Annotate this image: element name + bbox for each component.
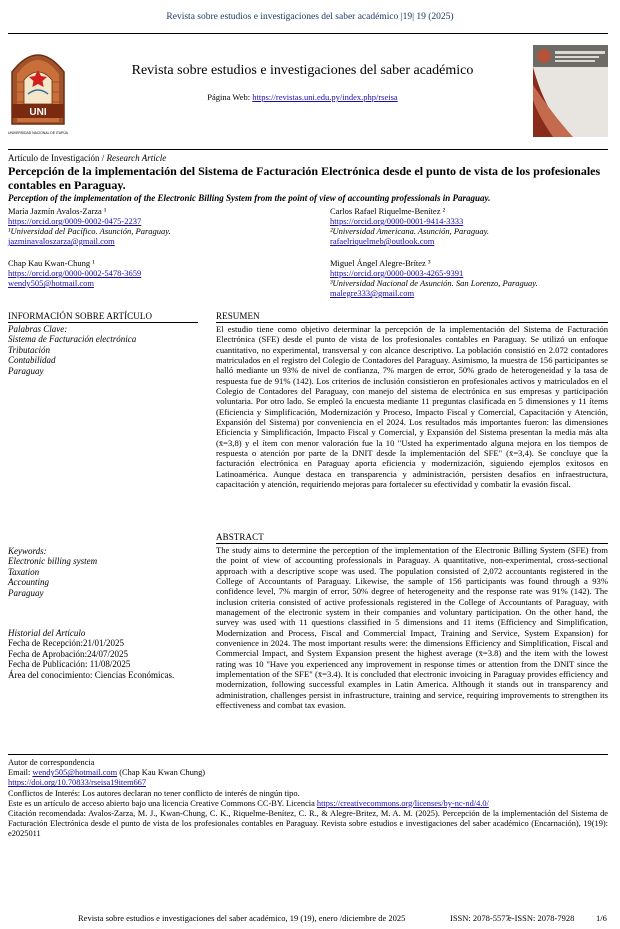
keywords-es-label: Palabras Clave: (8, 324, 68, 334)
keywords-es (8, 324, 203, 376)
bottom-running-footer (78, 913, 608, 923)
keyword-es: Tributación (8, 344, 51, 355)
author-name: Carlos Rafael Riquelme-Benítez ² (330, 206, 446, 216)
author-name: María Jazmín Avalos-Zarza ¹ (8, 206, 107, 216)
resumen-heading: RESUMEN (216, 311, 260, 321)
knowledge-area: Área del conocimiento: Ciencias Económicas. (8, 669, 175, 680)
author-orcid-link[interactable]: https://orcid.org/0000-0003-4265-9391 (330, 268, 464, 278)
resumen-text: El estudio tiene como objetivo determinar la percepción de la implementación del Sistema de Facturación Electrónica (SFE) desde el punto de vista de los profesionales contables en Paraguay. Se utilizó un enfoque cuantitativo, no experimental, transversal y con alcance descriptivo. La población consistió en 2.072 contadores matriculados en el registro del Colegio de Contadores del Paraguay. Asimismo, la muestra de 156 participantes se halló mediante un 93% de nivel de confianza, 7% margen de error, 50% grado de heterogeneidad y la tasa de respuesta fue de 91% (142). Los criterios de inclusión consistieron en profesionales activos y matriculados en el Colegio de Contadores del Paraguay, con manejo del sistema de electrónica en sus empresas y participación voluntaria. Por otro lado. Se empleó la encuesta mediante 11 preguntas clasificada en 5 dimensiones y 11 ítems (Eficiencia y Simplificación, Modernización y Proceso, Impacto Fiscal y Comercial, Capacitación y Atención, Expansión del Sistema) por conveniencia en el 2024. Los resultados más importantes fueron: las dimensiones Eficiencia y Simplificación, Impacto Fiscal y Comercial, y Expansión del Sistema presentan la media más alta (x̄=3,8) y el ítem con menor valoración fue la 10 "Usted ha experimentado alguna mejora en los tiempos de respuesta o atención por parte de la DNIT desde la implementación del SFE" (x̄=3,4). Se concluye que la facturación electrónica en Paraguay aporta eficiencia y modernización, siguiendo ejemplos exitosos en Latinoamérica. Aunque destaca en transparencia y administración, persisten desafíos en infraestructura, capacitación y atención, requiriendo mejoras para fortalecer su efectividad y combatir la evasión fiscal. (216, 324, 608, 490)
masthead-rule (8, 149, 608, 150)
author-orcid-link[interactable]: https://orcid.org/0000-0001-9414-3333 (330, 216, 464, 226)
bottom-issn: ISSN: 2078-5577 (450, 913, 510, 923)
author-name: Chap Kau Kwan-Chung ¹ (8, 258, 95, 268)
author-4 (330, 258, 610, 298)
author-affiliation: ¹Universidad del Pacífico. Asunción, Paraguay. (8, 226, 171, 236)
author-affiliation: ³Universidad Nacional de Asunción. San Lorenzo, Paraguay. (330, 278, 538, 288)
header-rule (8, 33, 608, 34)
info-heading-rule (8, 322, 198, 323)
article-title-en: Perception of the implementation of the Electronic Billing System from the point of view of accounting professionals in Paraguay. (8, 193, 491, 203)
keywords-en (8, 546, 203, 598)
journal-cover-logo (533, 45, 608, 137)
approved-date: Fecha de Aprobación:24/07/2025 (8, 648, 128, 659)
author-email-link[interactable]: malegre333@gmail.com (330, 288, 415, 298)
corresponding-email-link[interactable]: wendy505@hotmail.com (32, 768, 118, 778)
published-date: Fecha de Publicación: 11/08/2025 (8, 659, 131, 670)
keyword-en: Paraguay (8, 587, 44, 598)
keyword-en: Accounting (8, 577, 49, 588)
journal-web: Página Web: https://revistas.uni.edu.py/index.php/rseisa (207, 92, 398, 102)
author-orcid-link[interactable]: https://orcid.org/0009-0002-0475-2237 (8, 216, 142, 226)
university-logo (8, 42, 68, 140)
license-link[interactable]: https://creativecommons.org/licenses/by-nc-nd/4.0/ (316, 798, 489, 808)
corresponding-email: Email: wendy505@hotmail.com (Chap Kau Kwan Chung) (8, 768, 206, 778)
license-statement: Este es un artículo de acceso abierto bajo una licencia Creative Commons CC-BY. Licencia https://creativecommons.org/licenses/by-nc-nd/4.0/ (8, 798, 489, 808)
keyword-en: Electronic billing system (8, 556, 98, 567)
resumen-heading-rule (216, 322, 608, 323)
keyword-es: Paraguay (8, 365, 44, 376)
abstract-heading-rule (216, 543, 608, 544)
article-history (8, 628, 208, 680)
running-header: Revista sobre estudios e investigaciones del saber académico |19| 19 (2025) (166, 12, 454, 22)
author-name: Miguel Ángel Alegre-Brítez ³ (330, 258, 431, 268)
logo-uni-text: UNI (29, 107, 47, 118)
article-type: Artículo de Investigación / Research Article (8, 153, 167, 163)
author-email-link[interactable]: wendy505@hotmail.com (8, 278, 94, 288)
bottom-eissn: e-ISSN: 2078-7928 (508, 913, 575, 923)
keywords-en-label: Keywords: (8, 546, 47, 556)
author-affiliation: ²Universidad Americana. Asunción, Paraguay. (330, 226, 489, 236)
journal-title: Revista sobre estudios e investigaciones del saber académico (131, 63, 474, 78)
author-3 (8, 258, 308, 288)
keyword-es: Contabilidad (8, 355, 56, 366)
footer-rule (8, 754, 608, 755)
keyword-es: Sistema de Facturación electrónica (8, 334, 137, 345)
recommended-citation: Citación recomendada: Avalos-Zarza, M. J., Kwan-Chung, C. K., Riquelme-Benítez, C. R., & Alegre-Britez, M. A. M. (2025). Percepción de la implementación del Sistema de Facturación Electrónica desde el punto de vista de los profesionales contables en Paraguay. Revista sobre estudios e investigaciones del saber académico (Encarnación), 19(19): e2025011 (8, 809, 608, 839)
abstract-heading: ABSTRACT (216, 532, 264, 542)
journal-web-link[interactable]: https://revistas.uni.edu.py/index.php/rseisa (252, 92, 398, 102)
received-date: Fecha de Recepción:21/01/2025 (8, 638, 124, 649)
page-number: 1/6 (596, 913, 607, 923)
corresponding-label: Autor de correspondencia (8, 758, 95, 767)
doi-link[interactable]: https://doi.org/10.70833/rseisa19item667 (8, 778, 147, 788)
author-orcid-link[interactable]: https://orcid.org/0000-0002-5478-3659 (8, 268, 142, 278)
keyword-en: Taxation (8, 566, 40, 577)
author-email-link[interactable]: rafaelriquelmeb@outlook.com (330, 236, 435, 246)
bottom-journal: Revista sobre estudios e investigaciones del saber académico, 19 (19), enero /diciembre de 2025 (78, 913, 406, 923)
history-label: Historial del Artículo (8, 628, 86, 638)
abstract-text: The study aims to determine the perception of the implementation of the Electronic Billing System (SFE) from the point of view of accounting professionals in Paraguay. A quantitative, non-experimental, cross-sectional approach with a descriptive scope was used. The population consisted of 2,072 accountants registered in the College of Accountants of Paraguay. Likewise, the sample of 156 participants was found through a 93% confidence level, 7% margin of error, 50% degree of heterogeneity and the response rate was 91% (142). The inclusion criteria consisted of active professionals registered in the College of Accountants of Paraguay, with management of the electronic system in their companies and voluntary participation. On the other hand, the survey was used with 11 questions classified in 5 dimensions and 11 items (Efficiency and Simplification, Modernization and Process, Fiscal and Commercial Impact, Training and Service, System Expansion) for convenience in 2024. The most important results were: the dimensions Efficiency and Simplification, Fiscal and Commercial Impact, and System Expansion present the highest average (x̄=3.8) and the item with the lowest rating was 10 "Have you experienced any improvement in response times or attention from the DNIT since the implementation of the SFE" (x̄=3.4). It is concluded that electronic invoicing in Paraguay provides efficiency and modernization, following successful examples in Latin America. Although it stands out in transparency and administration, challenges persist in infrastructure, training and service, requiring improvements to strengthen its effectiveness and combat tax evasion. (216, 545, 608, 711)
author-email-link[interactable]: jazminavaloszarza@gmail.com (8, 236, 115, 246)
info-heading: INFORMACIÓN SOBRE ARTÍCULO (8, 311, 153, 321)
logo-caption: UNIVERSIDAD NACIONAL DE ITAPÚA (8, 131, 68, 135)
conflicts-statement: Conflictos de Interés: Los autores declaran no tener conflicto de interés de ningún tipo. (8, 788, 300, 798)
article-title-es: Percepción de la implementación del Sistema de Facturación Electrónica desde el punto de vista de los profesionales contables en Paraguay. (8, 164, 601, 192)
author-1 (8, 206, 308, 246)
author-2 (330, 206, 610, 246)
footer-block (8, 758, 608, 840)
